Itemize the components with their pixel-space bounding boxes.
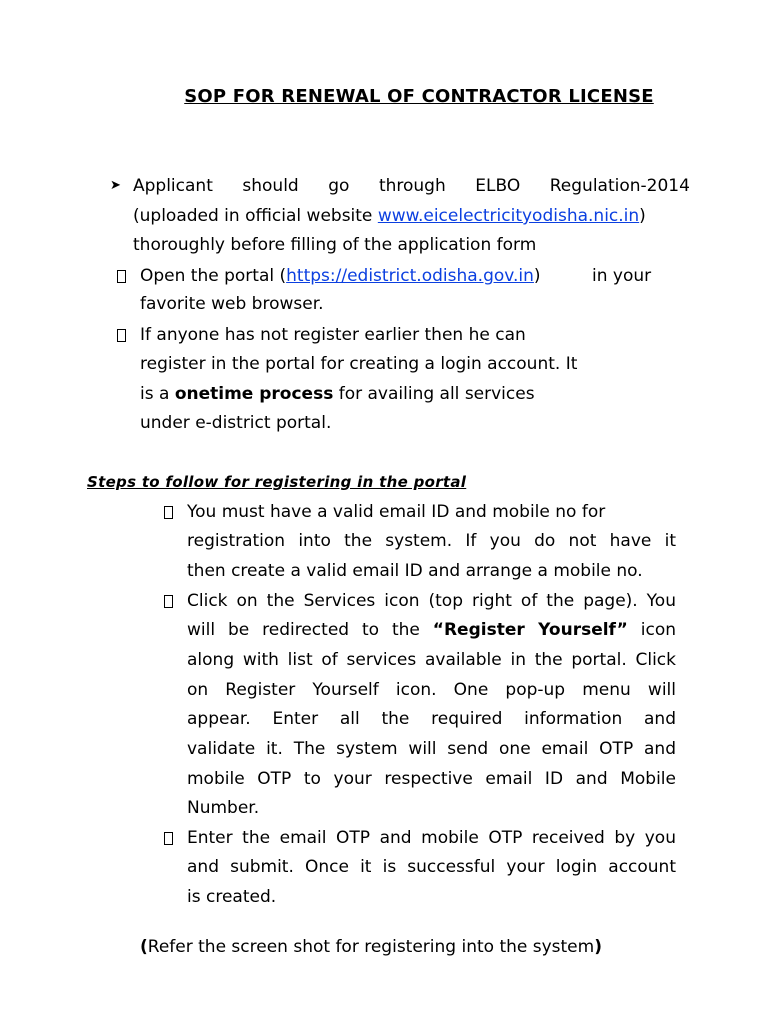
box-bullet-icon [164, 832, 173, 845]
intro-bullet-1-line-3: thoroughly before filling of the application form [133, 235, 537, 255]
elbo-website-link[interactable]: www.eicelectricityodisha.nic.in [377, 206, 640, 226]
intro-bullet-2-tail: in your [592, 266, 652, 286]
box-bullet-icon [164, 506, 173, 519]
step-1-line-2: registration into the system. If you do not have it [187, 531, 676, 551]
step-2-line-7: mobile OTP to your respective email ID and Mobile [187, 769, 676, 789]
onetime-process-emphasis: onetime process [174, 384, 334, 404]
step-2-line-8: Number. [187, 798, 260, 818]
intro-bullet-2-line-1: Open the portal (https://edistrict.odisha.gov.in) [140, 266, 541, 286]
step-2-line-4: on Register Yourself icon. One pop-up menu will [187, 680, 676, 700]
box-bullet-icon [117, 270, 126, 283]
intro-bullet-3-line-4: under e-district portal. [140, 413, 332, 433]
step-1-line-1: You must have a valid email ID and mobile no for [187, 502, 606, 522]
step-3-line-3: is created. [187, 887, 277, 907]
step-1-line-3: then create a valid email ID and arrange a mobile no. [187, 561, 643, 581]
steps-heading: Steps to follow for registering in the portal [87, 473, 467, 491]
arrow-bullet-icon: ➤ [110, 178, 121, 193]
box-bullet-icon [164, 595, 173, 608]
screenshot-reference-note: (Refer the screen shot for registering into the system) [140, 937, 602, 957]
step-3-line-2: and submit. Once it is successful your login account [187, 857, 676, 877]
intro-bullet-3-line-2: register in the portal for creating a login account. It [140, 354, 578, 374]
box-bullet-icon [117, 329, 126, 342]
intro-bullet-1-line-1: Applicant should go through ELBO Regulation-2014 [133, 176, 690, 196]
page-title: SOP FOR RENEWAL OF CONTRACTOR LICENSE [184, 86, 654, 107]
edistrict-portal-link[interactable]: https://edistrict.odisha.gov.in [286, 266, 534, 286]
step-2-line-2: will be redirected to the “Register Yourself” icon [187, 620, 677, 640]
intro-bullet-3-line-1: If anyone has not register earlier then he can [140, 325, 526, 345]
intro-bullet-3-line-3: is a onetime process for availing all services [140, 384, 535, 404]
register-yourself-emphasis: “Register Yourself” [432, 620, 628, 640]
intro-bullet-1-line-2: (uploaded in official website www.eicelectricityodisha.nic.in) [133, 206, 646, 226]
step-2-line-6: validate it. The system will send one email OTP and [187, 739, 676, 759]
intro-bullet-2-line-2: favorite web browser. [140, 294, 324, 314]
step-2-line-3: along with list of services available in the portal. Click [187, 650, 676, 670]
step-2-line-5: appear. Enter all the required information and [187, 709, 676, 729]
step-3-line-1: Enter the email OTP and mobile OTP received by you [187, 828, 676, 848]
step-2-line-1: Click on the Services icon (top right of the page). You [187, 591, 676, 611]
